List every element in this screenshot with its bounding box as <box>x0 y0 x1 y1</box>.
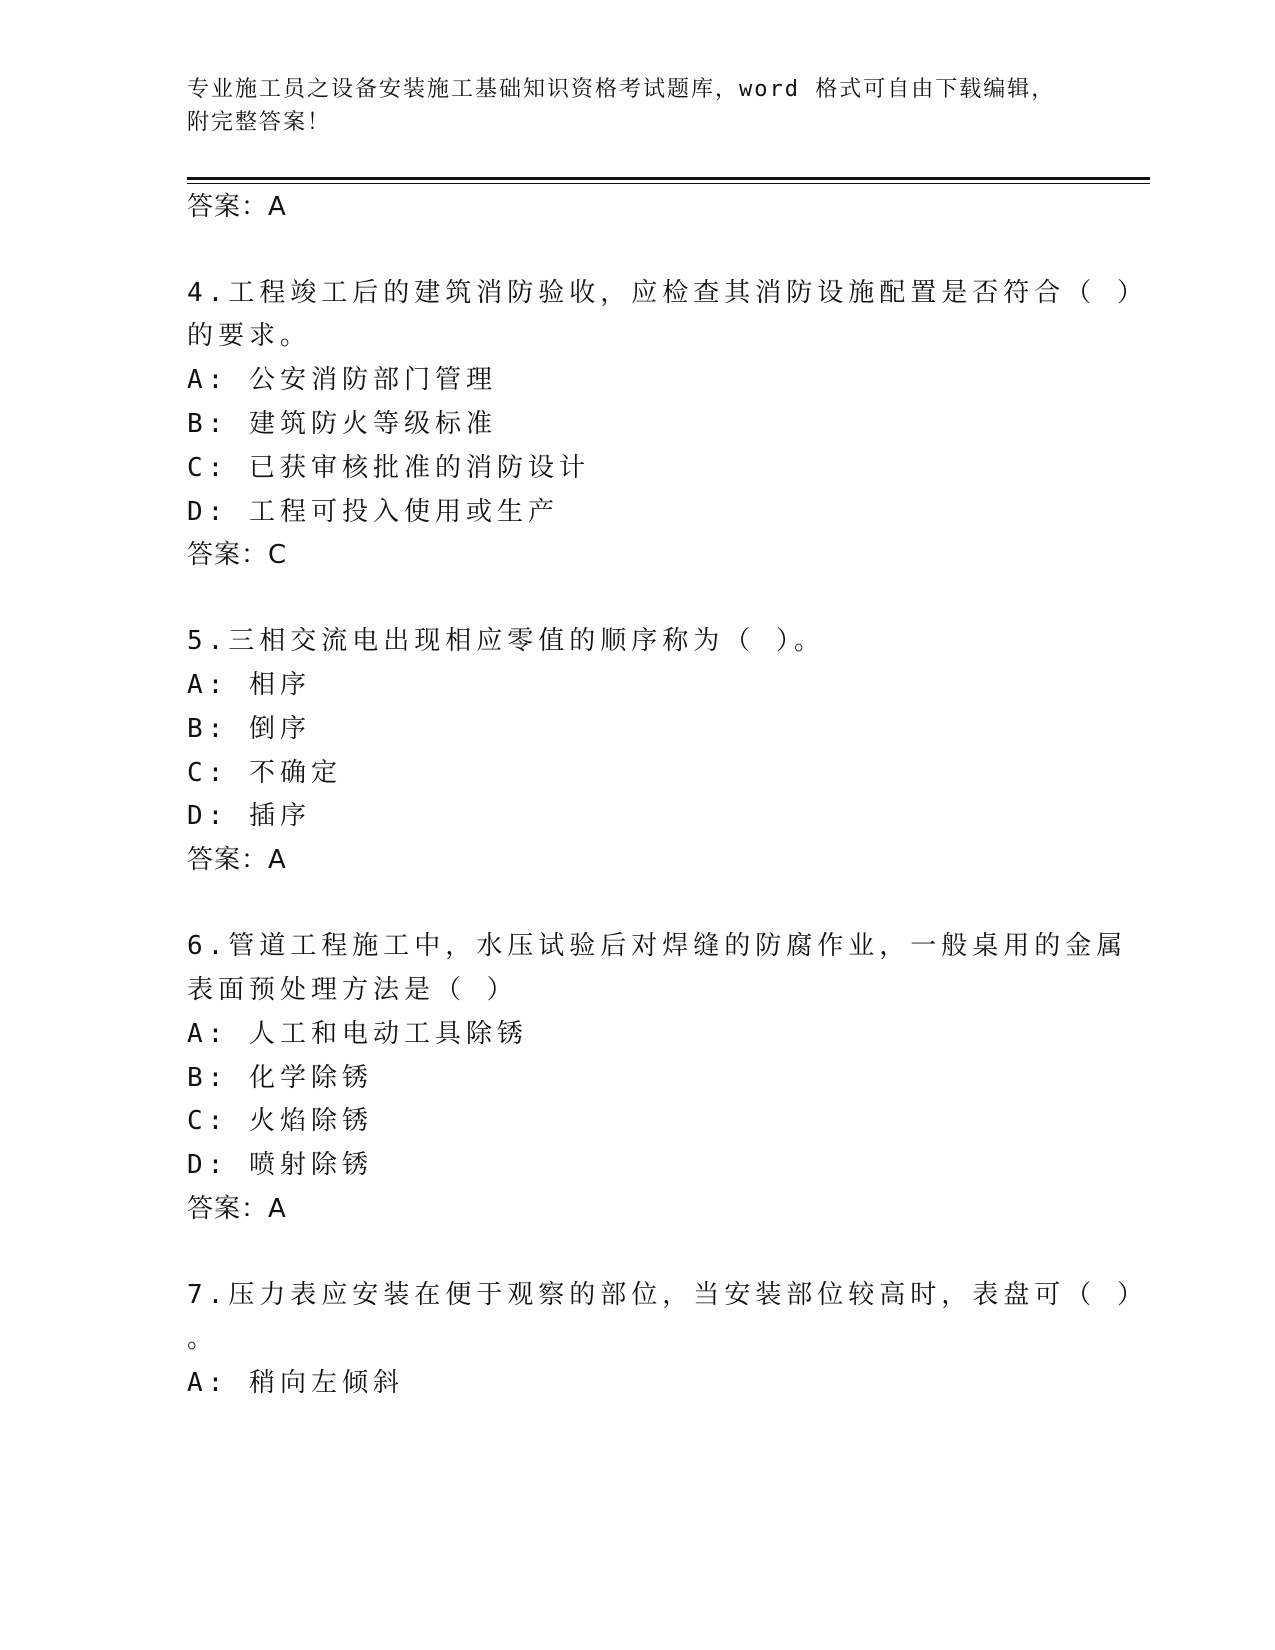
question-5-text-line-1: 5.三相交流电出现相应零值的顺序称为（ ）。 <box>187 626 825 656</box>
question-6-option-c: C: 火焰除锈 <box>187 1106 373 1136</box>
question-7-text-line-2: 。 <box>187 1324 219 1354</box>
question-4-text-line-2: 的要求。 <box>187 321 312 351</box>
header-line-1: 专业施工员之设备安装施工基础知识资格考试题库，word 格式可自由下载编辑， <box>187 77 1056 102</box>
question-5-option-d: D: 插序 <box>187 801 311 831</box>
question-7-text-line-1: 7.压力表应安装在便于观察的部位，当安装部位较高时，表盘可（ ） <box>187 1280 1148 1310</box>
question-6-option-b: B: 化学除锈 <box>187 1063 373 1093</box>
question-4-option-c: C: 已获审核批准的消防设计 <box>187 453 590 483</box>
answer-q5: 答案：A <box>187 845 287 875</box>
answer-q6: 答案：A <box>187 1194 287 1224</box>
header-divider-thick <box>187 177 1150 180</box>
question-4-option-a: A: 公安消防部门管理 <box>187 365 497 395</box>
document-header <box>187 73 1087 139</box>
question-4-option-b: B: 建筑防火等级标准 <box>187 409 497 439</box>
header-line-2: 附完整答案！ <box>187 110 332 135</box>
question-6-text-line-2: 表面预处理方法是（ ） <box>187 975 518 1005</box>
question-5-option-c: C: 不确定 <box>187 758 342 788</box>
question-7-option-a: A: 稍向左倾斜 <box>187 1368 404 1398</box>
header-divider-thin <box>187 183 1150 184</box>
question-6-option-d: D: 喷射除锈 <box>187 1150 373 1180</box>
question-4-option-d: D: 工程可投入使用或生产 <box>187 497 559 527</box>
question-5-option-a: A: 相序 <box>187 670 311 700</box>
answer-q4: 答案：C <box>187 540 288 570</box>
question-6-option-a: A: 人工和电动工具除锈 <box>187 1019 528 1049</box>
question-6-text-line-1: 6.管道工程施工中，水压试验后对焊缝的防腐作业，一般桌用的金属 <box>187 931 1128 961</box>
question-5-option-b: B: 倒序 <box>187 714 311 744</box>
answer-q3: 答案：A <box>187 192 287 222</box>
question-4-text-line-1: 4.工程竣工后的建筑消防验收，应检查其消防设施配置是否符合（ ） <box>187 278 1148 308</box>
